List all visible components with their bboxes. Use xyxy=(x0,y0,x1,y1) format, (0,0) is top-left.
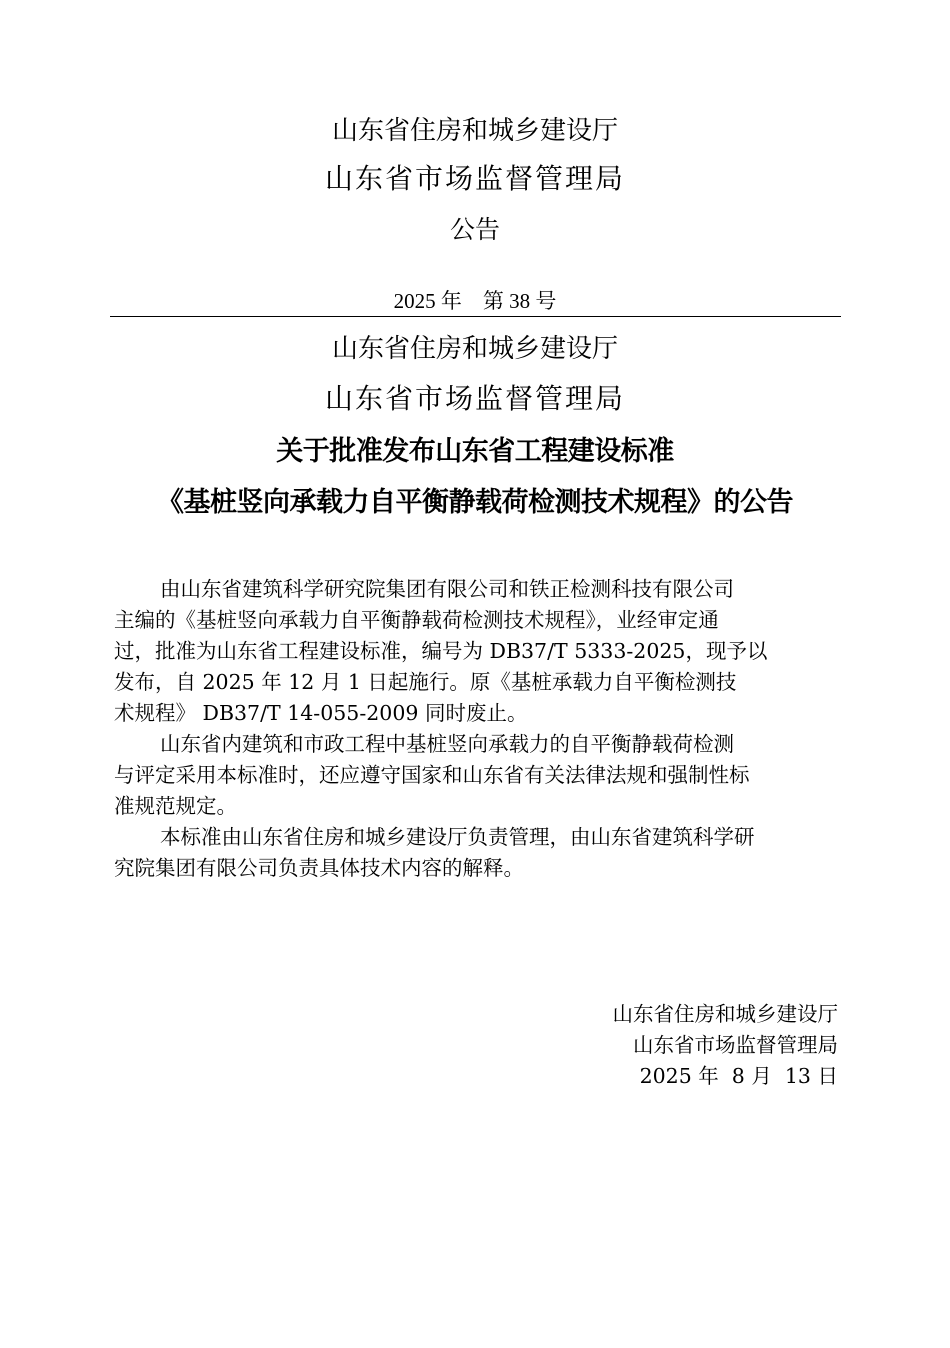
paragraph-3-line: 究院集团有限公司负责具体技术内容的解释。 xyxy=(114,856,524,880)
paragraph-1-line: 过，批准为山东省工程建设标准，编号为 DB37/T 5333-2025，现予以 xyxy=(114,639,768,663)
title-line-1: 关于批准发布山东省工程建设标准 xyxy=(276,436,674,467)
title-issuer-housing: 山东省住房和城乡建设厅 xyxy=(331,334,618,364)
paragraph-1-line: 由山东省建筑科学研究院集团有限公司和铁正检测科技有限公司 xyxy=(160,577,734,601)
signature-date: 2025 年 8 月 13 日 xyxy=(639,1064,838,1088)
title-issuer-market: 山东省市场监督管理局 xyxy=(324,382,625,415)
header-issuer-market: 山东省市场监督管理局 xyxy=(324,162,625,195)
paragraph-2-line: 准规范规定。 xyxy=(114,794,237,818)
paragraph-3-line: 本标准由山东省住房和城乡建设厅负责管理，由山东省建筑科学研 xyxy=(160,825,755,849)
header-issuer-housing: 山东省住房和城乡建设厅 xyxy=(331,116,618,146)
paragraph-1-line: 发布，自 2025 年 12 月 1 日起施行。原《基桩承载力自平衡检测技 xyxy=(114,670,737,694)
body-text xyxy=(114,574,838,884)
paragraph-1-line: 主编的《基桩竖向承载力自平衡静载荷检测技术规程》，业经审定通 xyxy=(114,608,719,632)
paragraph-1-line: 术规程》 DB37/T 14-055-2009 同时废止。 xyxy=(114,701,528,725)
paragraph-2-line: 与评定采用本标准时，还应遵守国家和山东省有关法律法规和强制性标 xyxy=(114,763,750,787)
signature-issuer-housing: 山东省住房和城乡建设厅 xyxy=(612,1002,838,1026)
signature-issuer-market: 山东省市场监督管理局 xyxy=(633,1033,838,1057)
header-divider xyxy=(110,316,841,317)
title-line-2: 《基桩竖向承载力自平衡静载荷检测技术规程》的公告 xyxy=(157,487,793,518)
document-number: 2025 年 第 38 号 xyxy=(393,289,557,313)
paragraph-2-line: 山东省内建筑和市政工程中基桩竖向承载力的自平衡静载荷检测 xyxy=(160,732,734,756)
header-doc-type: 公告 xyxy=(449,215,500,244)
